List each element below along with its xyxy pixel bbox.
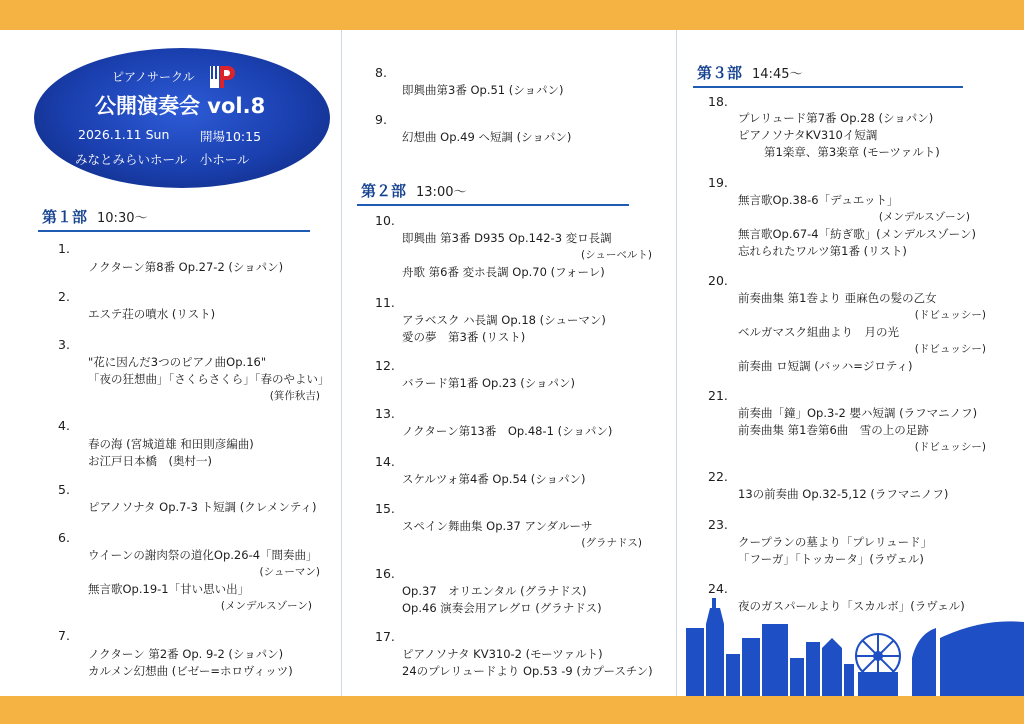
program-number: 16. [375, 566, 395, 581]
program-entry [402, 375, 575, 392]
part-1-heading [42, 206, 147, 227]
part-time: 14:45〜 [752, 67, 803, 82]
part-time: 13:00〜 [416, 185, 467, 200]
program-number: 21. [708, 388, 728, 403]
program-entry [402, 230, 660, 281]
city-skyline-icon [682, 598, 1024, 696]
part-rule [38, 230, 310, 232]
entry-line: 愛の夢 第3番 (リスト) [402, 330, 526, 344]
event-venue: みなとみらいホール 小ホール [75, 152, 250, 167]
entry-line: お江戸日本橋 (奥村一) [88, 454, 212, 468]
part-rule [693, 86, 963, 88]
entry-line: 前奏曲集 第1巻より 亜麻色の髪の乙女 [738, 291, 937, 305]
event-date: 2026.1.11 Sun [78, 127, 170, 142]
entry-line: 「フーガ」「トッカータ」(ラヴェル) [738, 552, 924, 566]
entry-line: クープランの墓より「プレリュード」 [738, 535, 933, 549]
entry-line: ノクターン 第2番 Op. 9-2 (ショパン) [88, 647, 284, 661]
program-number: 18. [708, 94, 728, 109]
program-number: 12. [375, 358, 395, 373]
entry-composer: (メンデルスゾーン) [878, 211, 970, 223]
program-entry [88, 354, 330, 405]
program-number: 7. [58, 628, 70, 643]
program-entry [88, 436, 254, 470]
entry-line: 24のプレリュードより Op.53 -9 (カプースチン) [402, 664, 653, 678]
entry-line: 忘れられたワルツ第1番 (リスト) [738, 244, 907, 258]
entry-line: ノクターン第13番 Op.48-1 (ショパン) [402, 424, 613, 438]
entry-line: ノクターン第8番 Op.27-2 (ショパン) [88, 260, 284, 274]
event-open-time: 開場10:15 [200, 129, 262, 144]
entry-composer: (ドビュッシー) [914, 441, 986, 453]
circle-name: ピアノサークル [112, 70, 195, 84]
entry-line: Op.37 オリエンタル (グラナドス) [402, 584, 587, 598]
program-entry [88, 306, 215, 323]
program-entry [402, 312, 606, 346]
event-title: 公開演奏会 vol.8 [95, 94, 266, 118]
entry-line: ベルガマスク組曲より 月の光 [738, 325, 899, 339]
entry-line: スケルツォ第4番 Op.54 (ショパン) [402, 472, 586, 486]
entry-line: 無言歌Op.38-6「デュエット」 [738, 193, 899, 207]
part-label: 第１部 [42, 208, 88, 226]
program-entry [88, 547, 330, 615]
entry-composer: (ドビュッシー) [914, 343, 986, 355]
entry-line: ピアノソナタKV310イ短調 [738, 128, 878, 142]
entry-line: 前奏曲 ロ短調 (バッハ=ジロティ) [738, 359, 913, 373]
program-entry [738, 486, 948, 503]
program-number: 24. [708, 581, 728, 596]
entry-line: 舟歌 第6番 変ホ長調 Op.70 (フォーレ) [402, 265, 605, 279]
program-number: 4. [58, 418, 70, 433]
program-number: 19. [708, 175, 728, 190]
entry-line: 即興曲第3番 Op.51 (ショパン) [402, 83, 564, 97]
program-number: 14. [375, 454, 395, 469]
entry-line: 無言歌Op.19-1「甘い思い出」 [88, 582, 250, 596]
entry-composer: (メンデルスゾーン) [220, 600, 312, 612]
program-number: 15. [375, 501, 395, 516]
bottom-color-band [0, 696, 1024, 724]
entry-line: プレリュード第7番 Op.28 (ショパン) [738, 111, 934, 125]
entry-line: 第1楽章、第3楽章 (モーツァルト) [764, 145, 940, 159]
program-entry [402, 423, 612, 440]
entry-composer: (グラナドス) [581, 537, 642, 549]
column-divider-1 [341, 30, 342, 696]
program-entry [88, 259, 283, 276]
program-entry [88, 499, 316, 516]
program-number: 5. [58, 482, 70, 497]
entry-line: スペイン舞曲集 Op.37 アンダルーサ [402, 519, 593, 533]
program-number: 23. [708, 517, 728, 532]
entry-composer: (ドビュッシー) [914, 309, 986, 321]
entry-line: ウイーンの謝肉祭の道化Op.26-4「間奏曲」 [88, 548, 318, 562]
entry-line: Op.46 演奏会用アレグロ (グラナドス) [402, 601, 602, 615]
piano-logo-icon [210, 64, 236, 90]
entry-line: 幻想曲 Op.49 ヘ短調 (ショパン) [402, 130, 572, 144]
program-entry [402, 583, 602, 617]
entry-line: 即興曲 第3番 D935 Op.142-3 変ロ長調 [402, 231, 612, 245]
program-number: 8. [375, 65, 387, 80]
program-entry [738, 534, 932, 568]
entry-line: 夜のガスパールより「スカルボ」(ラヴェル) [738, 599, 965, 613]
entry-composer: (シューベルト) [581, 249, 652, 261]
entry-line: 「夜の狂想曲」「さくらさくら」「春のやよい」 [88, 372, 330, 386]
entry-line: バラード第1番 Op.23 (ショパン) [402, 376, 576, 390]
program-number: 17. [375, 629, 395, 644]
entry-line: ピアノソナタ KV310-2 (モーツァルト) [402, 647, 603, 661]
program-number: 2. [58, 289, 70, 304]
entry-composer: (箕作秋吉) [269, 390, 320, 402]
entry-line: 無言歌Op.67-4「紡ぎ歌」(メンデルスゾーン) [738, 227, 976, 241]
program-number: 6. [58, 530, 70, 545]
entry-line: エステ荘の噴水 (リスト) [88, 307, 216, 321]
part-rule [357, 204, 629, 206]
entry-line: 13の前奏曲 Op.32-5,12 (ラフマニノフ) [738, 487, 949, 501]
part-label: 第３部 [697, 64, 743, 82]
program-number: 20. [708, 273, 728, 288]
top-color-band [0, 0, 1024, 30]
program-number: 1. [58, 241, 70, 256]
program-number: 9. [375, 112, 387, 127]
part-label: 第２部 [361, 182, 407, 200]
part-3-heading [697, 62, 802, 83]
program-entry [402, 518, 642, 552]
program-number: 13. [375, 406, 395, 421]
entry-line: 前奏曲集 第1巻第6曲 雪の上の足跡 [738, 423, 929, 437]
entry-line: 春の海 (宮城道雄 和田則彦編曲) [88, 437, 254, 451]
program-entry [402, 82, 564, 99]
program-number: 22. [708, 469, 728, 484]
program-entry [402, 471, 585, 488]
part-2-heading [361, 180, 466, 201]
program-entry [738, 290, 986, 375]
entry-line: アラベスク ハ長調 Op.18 (シューマン) [402, 313, 606, 327]
entry-line: "花に因んだ3つのピアノ曲Op.16" [88, 355, 267, 369]
program-entry [88, 646, 293, 680]
program-entry [738, 192, 982, 260]
program-number: 10. [375, 213, 395, 228]
entry-line: カルメン幻想曲 (ビゼー=ホロヴィッツ) [88, 664, 293, 678]
entry-line: 前奏曲「鐘」Op.3-2 嬰ハ短調 (ラフマニノフ) [738, 406, 978, 420]
part-time: 10:30〜 [97, 211, 148, 226]
program-entry [738, 405, 986, 456]
program-number: 11. [375, 295, 395, 310]
program-entry [402, 129, 571, 146]
program-entry [402, 646, 653, 680]
column-divider-2 [676, 30, 677, 696]
program-entry [738, 110, 940, 161]
program-number: 3. [58, 337, 70, 352]
entry-composer: (シューマン) [259, 566, 320, 578]
entry-line: ピアノソナタ Op.7-3 ト短調 (クレメンティ) [88, 500, 317, 514]
